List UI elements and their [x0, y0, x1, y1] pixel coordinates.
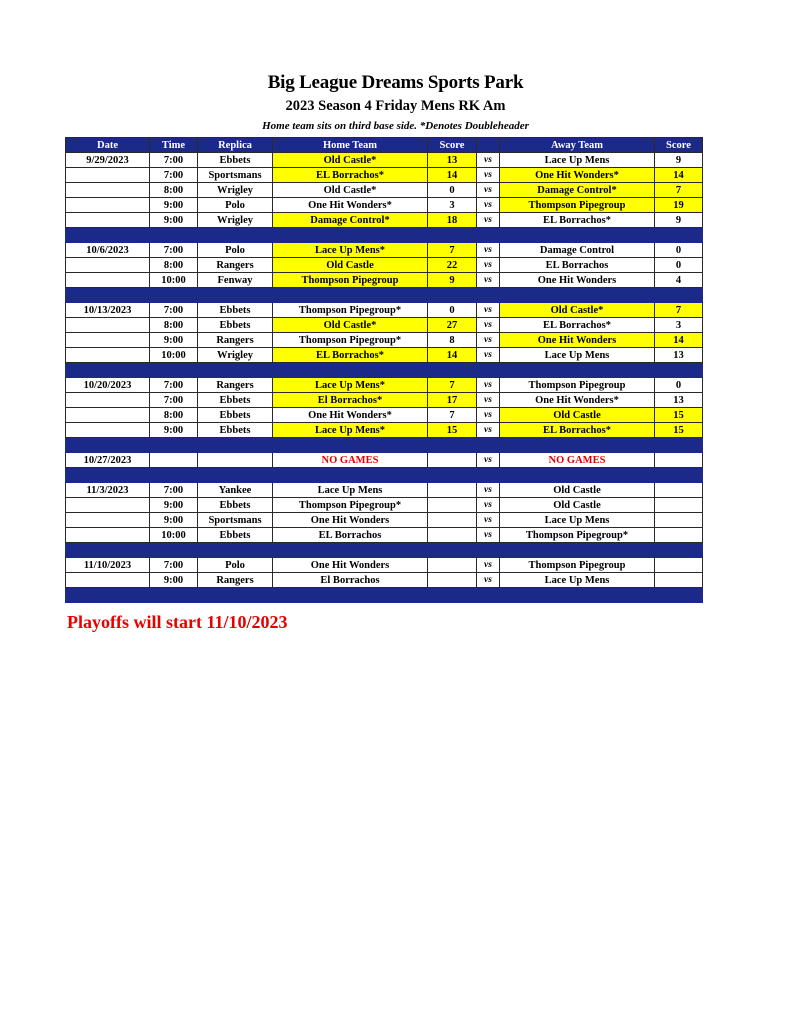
date-cell — [66, 318, 150, 333]
away-team-cell: Old Castle — [500, 483, 655, 498]
home-team-cell: Thompson Pipegroup* — [273, 498, 428, 513]
replica-field-cell: Rangers — [198, 573, 273, 588]
away-team-cell: Thompson Pipegroup* — [500, 528, 655, 543]
replica-field-cell: Wrigley — [198, 183, 273, 198]
table-row — [66, 183, 703, 198]
table-row — [66, 573, 703, 588]
replica-field-cell: Wrigley — [198, 348, 273, 363]
date-cell — [66, 333, 150, 348]
separator-cell — [273, 588, 428, 603]
separator-cell — [198, 363, 273, 378]
time-cell: 8:00 — [150, 258, 198, 273]
home-score-cell: 14 — [428, 348, 477, 363]
table-row — [66, 258, 703, 273]
date-cell — [66, 423, 150, 438]
separator-cell — [198, 438, 273, 453]
time-cell: 7:00 — [150, 243, 198, 258]
date-cell — [66, 498, 150, 513]
home-team-cell: EL Borrachos* — [273, 168, 428, 183]
vs-cell: vs — [477, 558, 500, 573]
separator-cell — [150, 543, 198, 558]
away-score-cell: 0 — [655, 378, 703, 393]
vs-cell: vs — [477, 153, 500, 168]
separator-cell — [273, 228, 428, 243]
separator-cell — [655, 543, 703, 558]
replica-field-cell: Polo — [198, 243, 273, 258]
separator-cell — [500, 588, 655, 603]
separator-cell — [477, 438, 500, 453]
page-subtitle: 2023 Season 4 Friday Mens RK Am — [285, 98, 506, 114]
away-score-cell — [655, 573, 703, 588]
home-score-cell: 7 — [428, 378, 477, 393]
separator-cell — [477, 363, 500, 378]
away-team-cell: EL Borrachos* — [500, 318, 655, 333]
away-score-cell — [655, 453, 703, 468]
away-team-cell: One Hit Wonders* — [500, 168, 655, 183]
home-score-cell: 17 — [428, 393, 477, 408]
away-team-cell: Damage Control* — [500, 183, 655, 198]
away-team-cell: Lace Up Mens — [500, 153, 655, 168]
time-cell: 9:00 — [150, 333, 198, 348]
separator-cell — [150, 438, 198, 453]
away-score-cell: 4 — [655, 273, 703, 288]
home-team-cell: El Borrachos* — [273, 393, 428, 408]
replica-field-cell: Ebbets — [198, 423, 273, 438]
home-score-cell: 22 — [428, 258, 477, 273]
col-header-date: Date — [66, 138, 150, 153]
replica-field-cell — [198, 453, 273, 468]
away-team-cell: One Hit Wonders* — [500, 393, 655, 408]
table-row — [66, 483, 703, 498]
away-score-cell: 9 — [655, 213, 703, 228]
home-score-cell — [428, 498, 477, 513]
replica-field-cell: Ebbets — [198, 153, 273, 168]
away-score-cell: 14 — [655, 168, 703, 183]
separator-cell — [66, 363, 150, 378]
week-separator-row — [66, 288, 703, 303]
col-header-home-team: Home Team — [273, 138, 428, 153]
date-cell — [66, 258, 150, 273]
separator-cell — [500, 228, 655, 243]
date-cell: 9/29/2023 — [66, 153, 150, 168]
home-team-cell: Thompson Pipegroup* — [273, 333, 428, 348]
replica-field-cell: Wrigley — [198, 213, 273, 228]
home-score-cell: 27 — [428, 318, 477, 333]
table-row — [66, 453, 703, 468]
home-team-cell: Thompson Pipegroup — [273, 273, 428, 288]
vs-cell: vs — [477, 198, 500, 213]
away-team-cell: NO GAMES — [500, 453, 655, 468]
replica-field-cell: Ebbets — [198, 393, 273, 408]
date-cell: 10/20/2023 — [66, 378, 150, 393]
separator-cell — [66, 468, 150, 483]
separator-cell — [273, 438, 428, 453]
separator-cell — [66, 228, 150, 243]
vs-cell: vs — [477, 573, 500, 588]
time-cell: 10:00 — [150, 528, 198, 543]
playoffs-notice: Playoffs will start 11/10/2023 — [67, 612, 288, 632]
vs-cell: vs — [477, 303, 500, 318]
home-score-cell — [428, 453, 477, 468]
time-cell: 9:00 — [150, 198, 198, 213]
away-score-cell — [655, 528, 703, 543]
replica-field-cell: Sportsmans — [198, 168, 273, 183]
replica-field-cell: Rangers — [198, 333, 273, 348]
separator-cell — [66, 438, 150, 453]
replica-field-cell: Fenway — [198, 273, 273, 288]
vs-cell: vs — [477, 348, 500, 363]
table-row — [66, 528, 703, 543]
replica-field-cell: Ebbets — [198, 303, 273, 318]
away-team-cell: Lace Up Mens — [500, 348, 655, 363]
replica-field-cell: Yankee — [198, 483, 273, 498]
replica-field-cell: Ebbets — [198, 408, 273, 423]
separator-cell — [150, 363, 198, 378]
away-team-cell: Damage Control — [500, 243, 655, 258]
away-score-cell: 13 — [655, 393, 703, 408]
date-cell — [66, 393, 150, 408]
separator-cell — [500, 288, 655, 303]
away-score-cell: 15 — [655, 408, 703, 423]
home-score-cell — [428, 573, 477, 588]
table-row — [66, 348, 703, 363]
home-score-cell — [428, 558, 477, 573]
separator-cell — [428, 438, 477, 453]
table-row — [66, 198, 703, 213]
away-team-cell: One Hit Wonders — [500, 273, 655, 288]
vs-cell: vs — [477, 318, 500, 333]
separator-cell — [655, 438, 703, 453]
vs-cell: vs — [477, 273, 500, 288]
home-score-cell — [428, 528, 477, 543]
separator-cell — [273, 468, 428, 483]
separator-cell — [150, 228, 198, 243]
separator-cell — [66, 543, 150, 558]
table-row — [66, 303, 703, 318]
separator-cell — [477, 288, 500, 303]
table-row — [66, 498, 703, 513]
time-cell: 9:00 — [150, 498, 198, 513]
away-team-cell: Lace Up Mens — [500, 573, 655, 588]
time-cell: 9:00 — [150, 423, 198, 438]
separator-cell — [198, 228, 273, 243]
schedule-table — [65, 137, 703, 603]
col-header-vs — [477, 138, 500, 153]
home-team-cell: One Hit Wonders — [273, 558, 428, 573]
separator-cell — [477, 588, 500, 603]
col-header-away-team: Away Team — [500, 138, 655, 153]
replica-field-cell: Sportsmans — [198, 513, 273, 528]
separator-cell — [198, 543, 273, 558]
home-team-cell: Lace Up Mens* — [273, 378, 428, 393]
vs-cell: vs — [477, 423, 500, 438]
table-row — [66, 378, 703, 393]
home-team-cell: EL Borrachos — [273, 528, 428, 543]
date-cell — [66, 198, 150, 213]
home-score-cell: 7 — [428, 408, 477, 423]
separator-cell — [477, 543, 500, 558]
separator-cell — [66, 588, 150, 603]
week-separator-row — [66, 468, 703, 483]
time-cell: 8:00 — [150, 318, 198, 333]
col-header-away-score: Score — [655, 138, 703, 153]
separator-cell — [500, 543, 655, 558]
time-cell: 10:00 — [150, 273, 198, 288]
replica-field-cell: Ebbets — [198, 528, 273, 543]
date-cell: 11/10/2023 — [66, 558, 150, 573]
date-cell — [66, 273, 150, 288]
separator-cell — [500, 438, 655, 453]
schedule-body — [66, 153, 703, 603]
separator-cell — [428, 468, 477, 483]
home-team-cell: Old Castle — [273, 258, 428, 273]
table-row — [66, 168, 703, 183]
table-row — [66, 513, 703, 528]
time-cell: 8:00 — [150, 183, 198, 198]
table-row — [66, 333, 703, 348]
vs-cell: vs — [477, 498, 500, 513]
date-cell — [66, 213, 150, 228]
separator-cell — [428, 288, 477, 303]
home-team-cell: Old Castle* — [273, 183, 428, 198]
separator-cell — [655, 228, 703, 243]
date-cell — [66, 573, 150, 588]
away-score-cell: 0 — [655, 258, 703, 273]
replica-field-cell: Ebbets — [198, 318, 273, 333]
away-score-cell: 15 — [655, 423, 703, 438]
away-team-cell: EL Borrachos* — [500, 423, 655, 438]
away-score-cell — [655, 498, 703, 513]
replica-field-cell: Rangers — [198, 378, 273, 393]
date-cell: 10/6/2023 — [66, 243, 150, 258]
vs-cell: vs — [477, 213, 500, 228]
date-cell — [66, 348, 150, 363]
time-cell: 10:00 — [150, 348, 198, 363]
separator-cell — [198, 468, 273, 483]
home-team-cell: Lace Up Mens* — [273, 423, 428, 438]
vs-cell: vs — [477, 183, 500, 198]
page-title: Big League Dreams Sports Park — [267, 72, 524, 93]
date-cell — [66, 408, 150, 423]
table-row — [66, 153, 703, 168]
table-row — [66, 423, 703, 438]
separator-cell — [273, 543, 428, 558]
home-score-cell: 18 — [428, 213, 477, 228]
table-row — [66, 558, 703, 573]
separator-cell — [66, 288, 150, 303]
table-row — [66, 243, 703, 258]
doubleheader-note: Home team sits on third base side. *Denotes Doubleheader — [262, 120, 529, 132]
away-team-cell: Thompson Pipegroup — [500, 558, 655, 573]
separator-cell — [655, 588, 703, 603]
separator-cell — [428, 363, 477, 378]
time-cell: 8:00 — [150, 408, 198, 423]
away-score-cell: 3 — [655, 318, 703, 333]
time-cell: 9:00 — [150, 513, 198, 528]
time-cell — [150, 453, 198, 468]
vs-cell: vs — [477, 408, 500, 423]
away-score-cell: 9 — [655, 153, 703, 168]
home-team-cell: Lace Up Mens — [273, 483, 428, 498]
table-header-row — [66, 138, 703, 153]
table-row — [66, 213, 703, 228]
away-score-cell: 13 — [655, 348, 703, 363]
away-score-cell: 14 — [655, 333, 703, 348]
separator-cell — [150, 468, 198, 483]
home-score-cell: 0 — [428, 183, 477, 198]
replica-field-cell: Rangers — [198, 258, 273, 273]
away-team-cell: Old Castle — [500, 498, 655, 513]
week-separator-row — [66, 543, 703, 558]
away-score-cell: 0 — [655, 243, 703, 258]
replica-field-cell: Ebbets — [198, 498, 273, 513]
away-team-cell: EL Borrachos* — [500, 213, 655, 228]
date-cell: 11/3/2023 — [66, 483, 150, 498]
vs-cell: vs — [477, 378, 500, 393]
home-score-cell: 14 — [428, 168, 477, 183]
home-team-cell: El Borrachos — [273, 573, 428, 588]
vs-cell: vs — [477, 483, 500, 498]
separator-cell — [428, 228, 477, 243]
separator-cell — [655, 468, 703, 483]
away-team-cell: Old Castle — [500, 408, 655, 423]
home-team-cell: EL Borrachos* — [273, 348, 428, 363]
separator-cell — [273, 288, 428, 303]
separator-cell — [500, 363, 655, 378]
away-team-cell: Old Castle* — [500, 303, 655, 318]
week-separator-row — [66, 588, 703, 603]
away-team-cell: Thompson Pipegroup — [500, 378, 655, 393]
vs-cell: vs — [477, 513, 500, 528]
col-header-replica: Replica — [198, 138, 273, 153]
date-cell — [66, 168, 150, 183]
separator-cell — [500, 468, 655, 483]
time-cell: 9:00 — [150, 213, 198, 228]
away-score-cell — [655, 483, 703, 498]
time-cell: 7:00 — [150, 483, 198, 498]
vs-cell: vs — [477, 528, 500, 543]
date-cell — [66, 513, 150, 528]
home-score-cell: 15 — [428, 423, 477, 438]
home-team-cell: Damage Control* — [273, 213, 428, 228]
vs-cell: vs — [477, 258, 500, 273]
time-cell: 9:00 — [150, 573, 198, 588]
away-score-cell — [655, 558, 703, 573]
time-cell: 7:00 — [150, 393, 198, 408]
away-team-cell: One Hit Wonders — [500, 333, 655, 348]
home-team-cell: Lace Up Mens* — [273, 243, 428, 258]
home-score-cell: 7 — [428, 243, 477, 258]
time-cell: 7:00 — [150, 558, 198, 573]
away-team-cell: Lace Up Mens — [500, 513, 655, 528]
table-row — [66, 273, 703, 288]
home-score-cell: 3 — [428, 198, 477, 213]
vs-cell: vs — [477, 333, 500, 348]
vs-cell: vs — [477, 243, 500, 258]
date-cell — [66, 528, 150, 543]
table-row — [66, 318, 703, 333]
week-separator-row — [66, 438, 703, 453]
time-cell: 7:00 — [150, 303, 198, 318]
home-team-cell: One Hit Wonders* — [273, 408, 428, 423]
time-cell: 7:00 — [150, 378, 198, 393]
home-score-cell: 13 — [428, 153, 477, 168]
vs-cell: vs — [477, 168, 500, 183]
home-score-cell — [428, 483, 477, 498]
replica-field-cell: Polo — [198, 558, 273, 573]
time-cell: 7:00 — [150, 168, 198, 183]
home-score-cell — [428, 513, 477, 528]
separator-cell — [150, 588, 198, 603]
week-separator-row — [66, 228, 703, 243]
separator-cell — [428, 588, 477, 603]
home-team-cell: Old Castle* — [273, 318, 428, 333]
vs-cell: vs — [477, 453, 500, 468]
date-cell — [66, 183, 150, 198]
separator-cell — [273, 363, 428, 378]
separator-cell — [198, 588, 273, 603]
home-team-cell: Old Castle* — [273, 153, 428, 168]
col-header-home-score: Score — [428, 138, 477, 153]
replica-field-cell: Polo — [198, 198, 273, 213]
separator-cell — [150, 288, 198, 303]
home-team-cell: NO GAMES — [273, 453, 428, 468]
home-team-cell: Thompson Pipegroup* — [273, 303, 428, 318]
separator-cell — [477, 228, 500, 243]
time-cell: 7:00 — [150, 153, 198, 168]
date-cell: 10/13/2023 — [66, 303, 150, 318]
vs-cell: vs — [477, 393, 500, 408]
separator-cell — [477, 468, 500, 483]
home-score-cell: 9 — [428, 273, 477, 288]
col-header-time: Time — [150, 138, 198, 153]
away-score-cell: 19 — [655, 198, 703, 213]
home-score-cell: 8 — [428, 333, 477, 348]
separator-cell — [655, 288, 703, 303]
date-cell: 10/27/2023 — [66, 453, 150, 468]
separator-cell — [428, 543, 477, 558]
table-row — [66, 408, 703, 423]
away-score-cell: 7 — [655, 183, 703, 198]
home-team-cell: One Hit Wonders* — [273, 198, 428, 213]
away-score-cell: 7 — [655, 303, 703, 318]
table-row — [66, 393, 703, 408]
home-score-cell: 0 — [428, 303, 477, 318]
away-team-cell: Thompson Pipegroup — [500, 198, 655, 213]
week-separator-row — [66, 363, 703, 378]
separator-cell — [198, 288, 273, 303]
away-score-cell — [655, 513, 703, 528]
away-team-cell: EL Borrachos — [500, 258, 655, 273]
home-team-cell: One Hit Wonders — [273, 513, 428, 528]
separator-cell — [655, 363, 703, 378]
